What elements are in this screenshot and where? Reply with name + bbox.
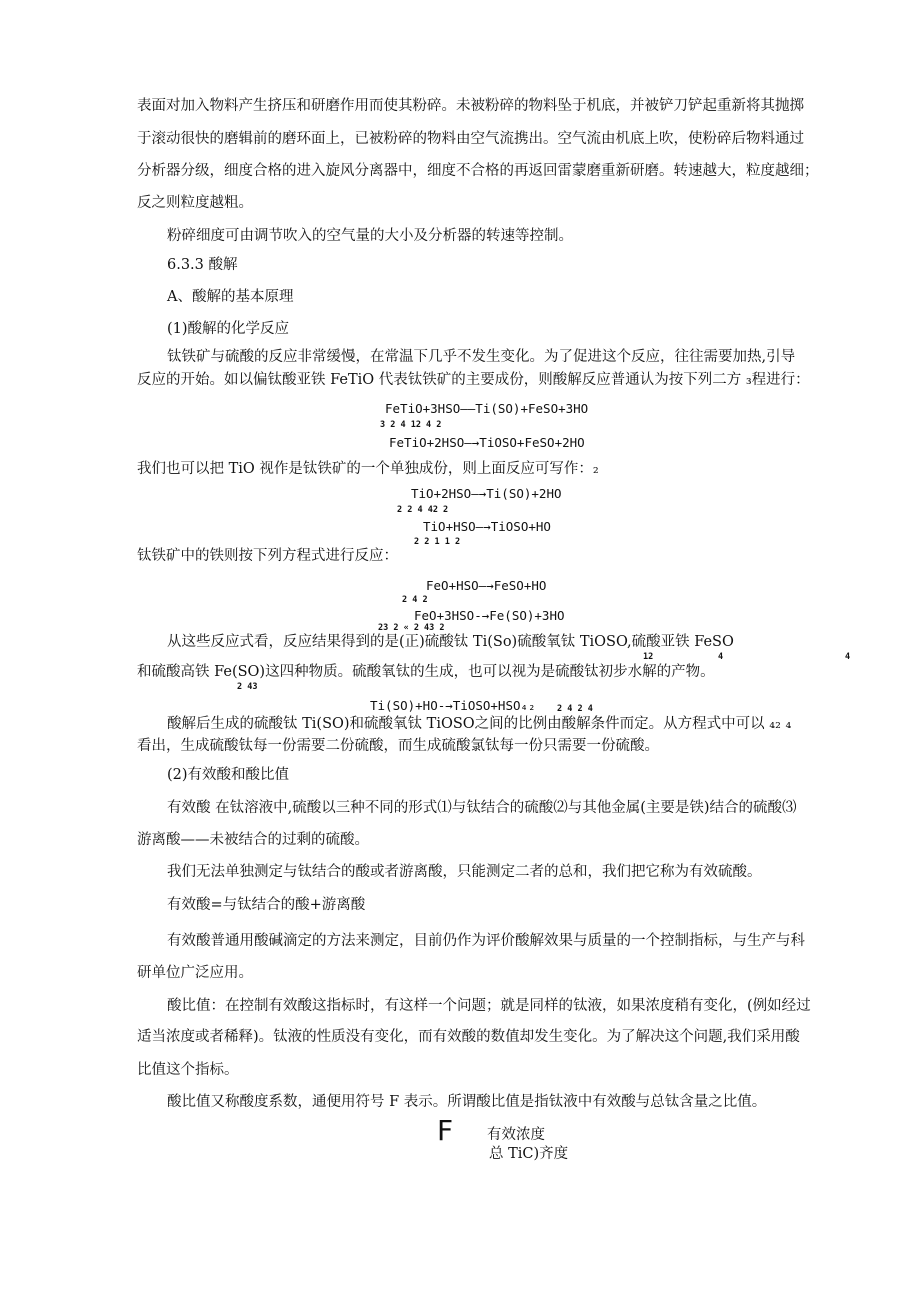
text-line: 钛铁矿与硫酸的反应非常缓慢，在常温下几乎不发生变化。为了促进这个反应，往往需要加热,引导 (167, 349, 796, 365)
text-line: 比值这个指标。 (137, 1062, 239, 1078)
chemical-equation: FeTiO+2HSO—→TiOSO+FeSO+2HO (389, 435, 585, 450)
text-line: 和硫酸高铁 Fe(SO)这四种物质。硫酸氧钛的生成，也可以视为是硫酸钛初步水解的产物。 (137, 664, 715, 680)
item-heading: (2)有效酸和酸比值 (167, 767, 290, 783)
equation-subscripts: 2 2 4 42 2 (397, 505, 449, 515)
fraction-numerator: 有效浓度 (487, 1127, 545, 1143)
chemical-equation: FeO+3HSO-→Fe(SO)+3HO (414, 608, 565, 623)
subscript: 2 43 (237, 682, 258, 692)
subsection-title: A、酸解的基本原理 (167, 289, 294, 305)
text-line: 钛铁矿中的铁则按下列方程式进行反应： (137, 548, 398, 564)
text-line: 有效酸 在钛溶液中,硫酸以三种不同的形式⑴与钛结合的硫酸⑵与其他金属(主要是铁)结合的硫酸⑶ (167, 800, 797, 816)
text-line: 我们也可以把 TiO 视作是钛铁矿的一个单独成份，则上面反应可写作：₂ (137, 461, 599, 477)
subscript: 4 (718, 652, 724, 662)
text-line: 我们无法单独测定与钛结合的酸或者游离酸，只能测定二者的总和，我们把它称为有效硫酸。 (167, 864, 762, 880)
text-line: 研单位广泛应用。 (137, 965, 253, 981)
text-line: 于滚动很快的磨辑前的磨环面上，已被粉碎的物料由空气流携出。空气流由机底上吹，使粉碎后物料通过 (137, 131, 804, 147)
text-line: 表面对加入物料产生挤压和研磨作用而使其粉碎。未被粉碎的物料坠于机底，并被铲刀铲起重新将其抛掷 (137, 98, 804, 114)
text-line: 反应的开始。如以偏钛酸亚铁 FeTiO 代表钛铁矿的主要成份，则酸解反应普通认为按下列二方 ₃程进行： (137, 372, 810, 388)
chemical-equation: TiO+2HSO—→Ti(SO)+2HO (411, 486, 562, 501)
fraction-denominator: 总 TiC)齐度 (489, 1146, 569, 1162)
equation-subscripts: 2 4 2 (402, 595, 428, 605)
text-line: 看出，生成硫酸钛每一份需要二份硫酸，而生成硫酸氯钛每一份只需要一份硫酸。 (137, 738, 659, 754)
equation-subscripts: 3 2 4 12 4 2 (380, 420, 442, 430)
chemical-equation: FeTiO+3HSO——Ti(SO)+FeSO+3HO (385, 401, 589, 416)
text-line: 酸比值又称酸度系数，通便用符号 F 表示。所谓酸比值是指钛液中有效酸与总钛含量之比值。 (167, 1094, 767, 1110)
equation-subscripts: 2 2 1 1 2 (414, 537, 461, 547)
text-line: 游离酸——未被结合的过剩的硫酸。 (137, 832, 369, 848)
text-line: 从这些反应式看，反应结果得到的是(正)硫酸钛 Ti(So)硫酸氧钛 TiOSO,硫酸亚铁 FeSO (167, 634, 734, 650)
fineness-note: 粉碎细度可由调节吹入的空气量的大小及分析器的转速等控制。 (167, 228, 573, 244)
text-line: 反之则粒度越粗。 (137, 195, 253, 211)
chemical-equation: TiO+HSO—→TiOSO+HO (423, 519, 551, 534)
text-line: 有效酸普通用酸碱滴定的方法来测定，目前仍作为评价酸解效果与质量的一个控制指标，与生产与科 (167, 933, 805, 949)
text-line: 适当浓度或者稀释)。钛液的性质没有变化，而有效酸的数值却发生变化。为了解决这个问题,我们采用酸 (137, 1029, 800, 1045)
section-title: 6.3.3 酸解 (167, 257, 238, 273)
fraction-symbol: F (437, 1114, 454, 1147)
text-line: 酸比值：在控制有效酸这指标时，有这样一个问题；就是同样的钛液，如果浓度稍有变化，(例如经过 (167, 998, 811, 1014)
item-heading: (1)酸解的化学反应 (167, 321, 290, 337)
chemical-equation: FeO+HSO—→FeSO+HO (426, 578, 547, 593)
subscript: 12 (643, 652, 654, 662)
subscript: 4 (845, 652, 851, 662)
formula-text: 有效酸=与钛结合的酸+游离酸 (167, 897, 366, 913)
equation-subscripts: 23 2 « 2 43 2 (378, 623, 445, 633)
text-line: 分析器分级，细度合格的进入旋风分离器中，细度不合格的再返回雷蒙磨重新研磨。转速越大，粒度越细； (137, 163, 819, 179)
equation-subscripts: 2 4 2 4 (557, 704, 593, 714)
text-line: 酸解后生成的硫酸钛 Ti(SO)和硫酸氧钛 TiOSO之间的比例由酸解条件而定。从方程式中可以 ₄₂ ₄ (167, 716, 792, 732)
chemical-equation: Ti(SO)+HO-→TiOSO+HSO₄₂ (370, 698, 536, 713)
